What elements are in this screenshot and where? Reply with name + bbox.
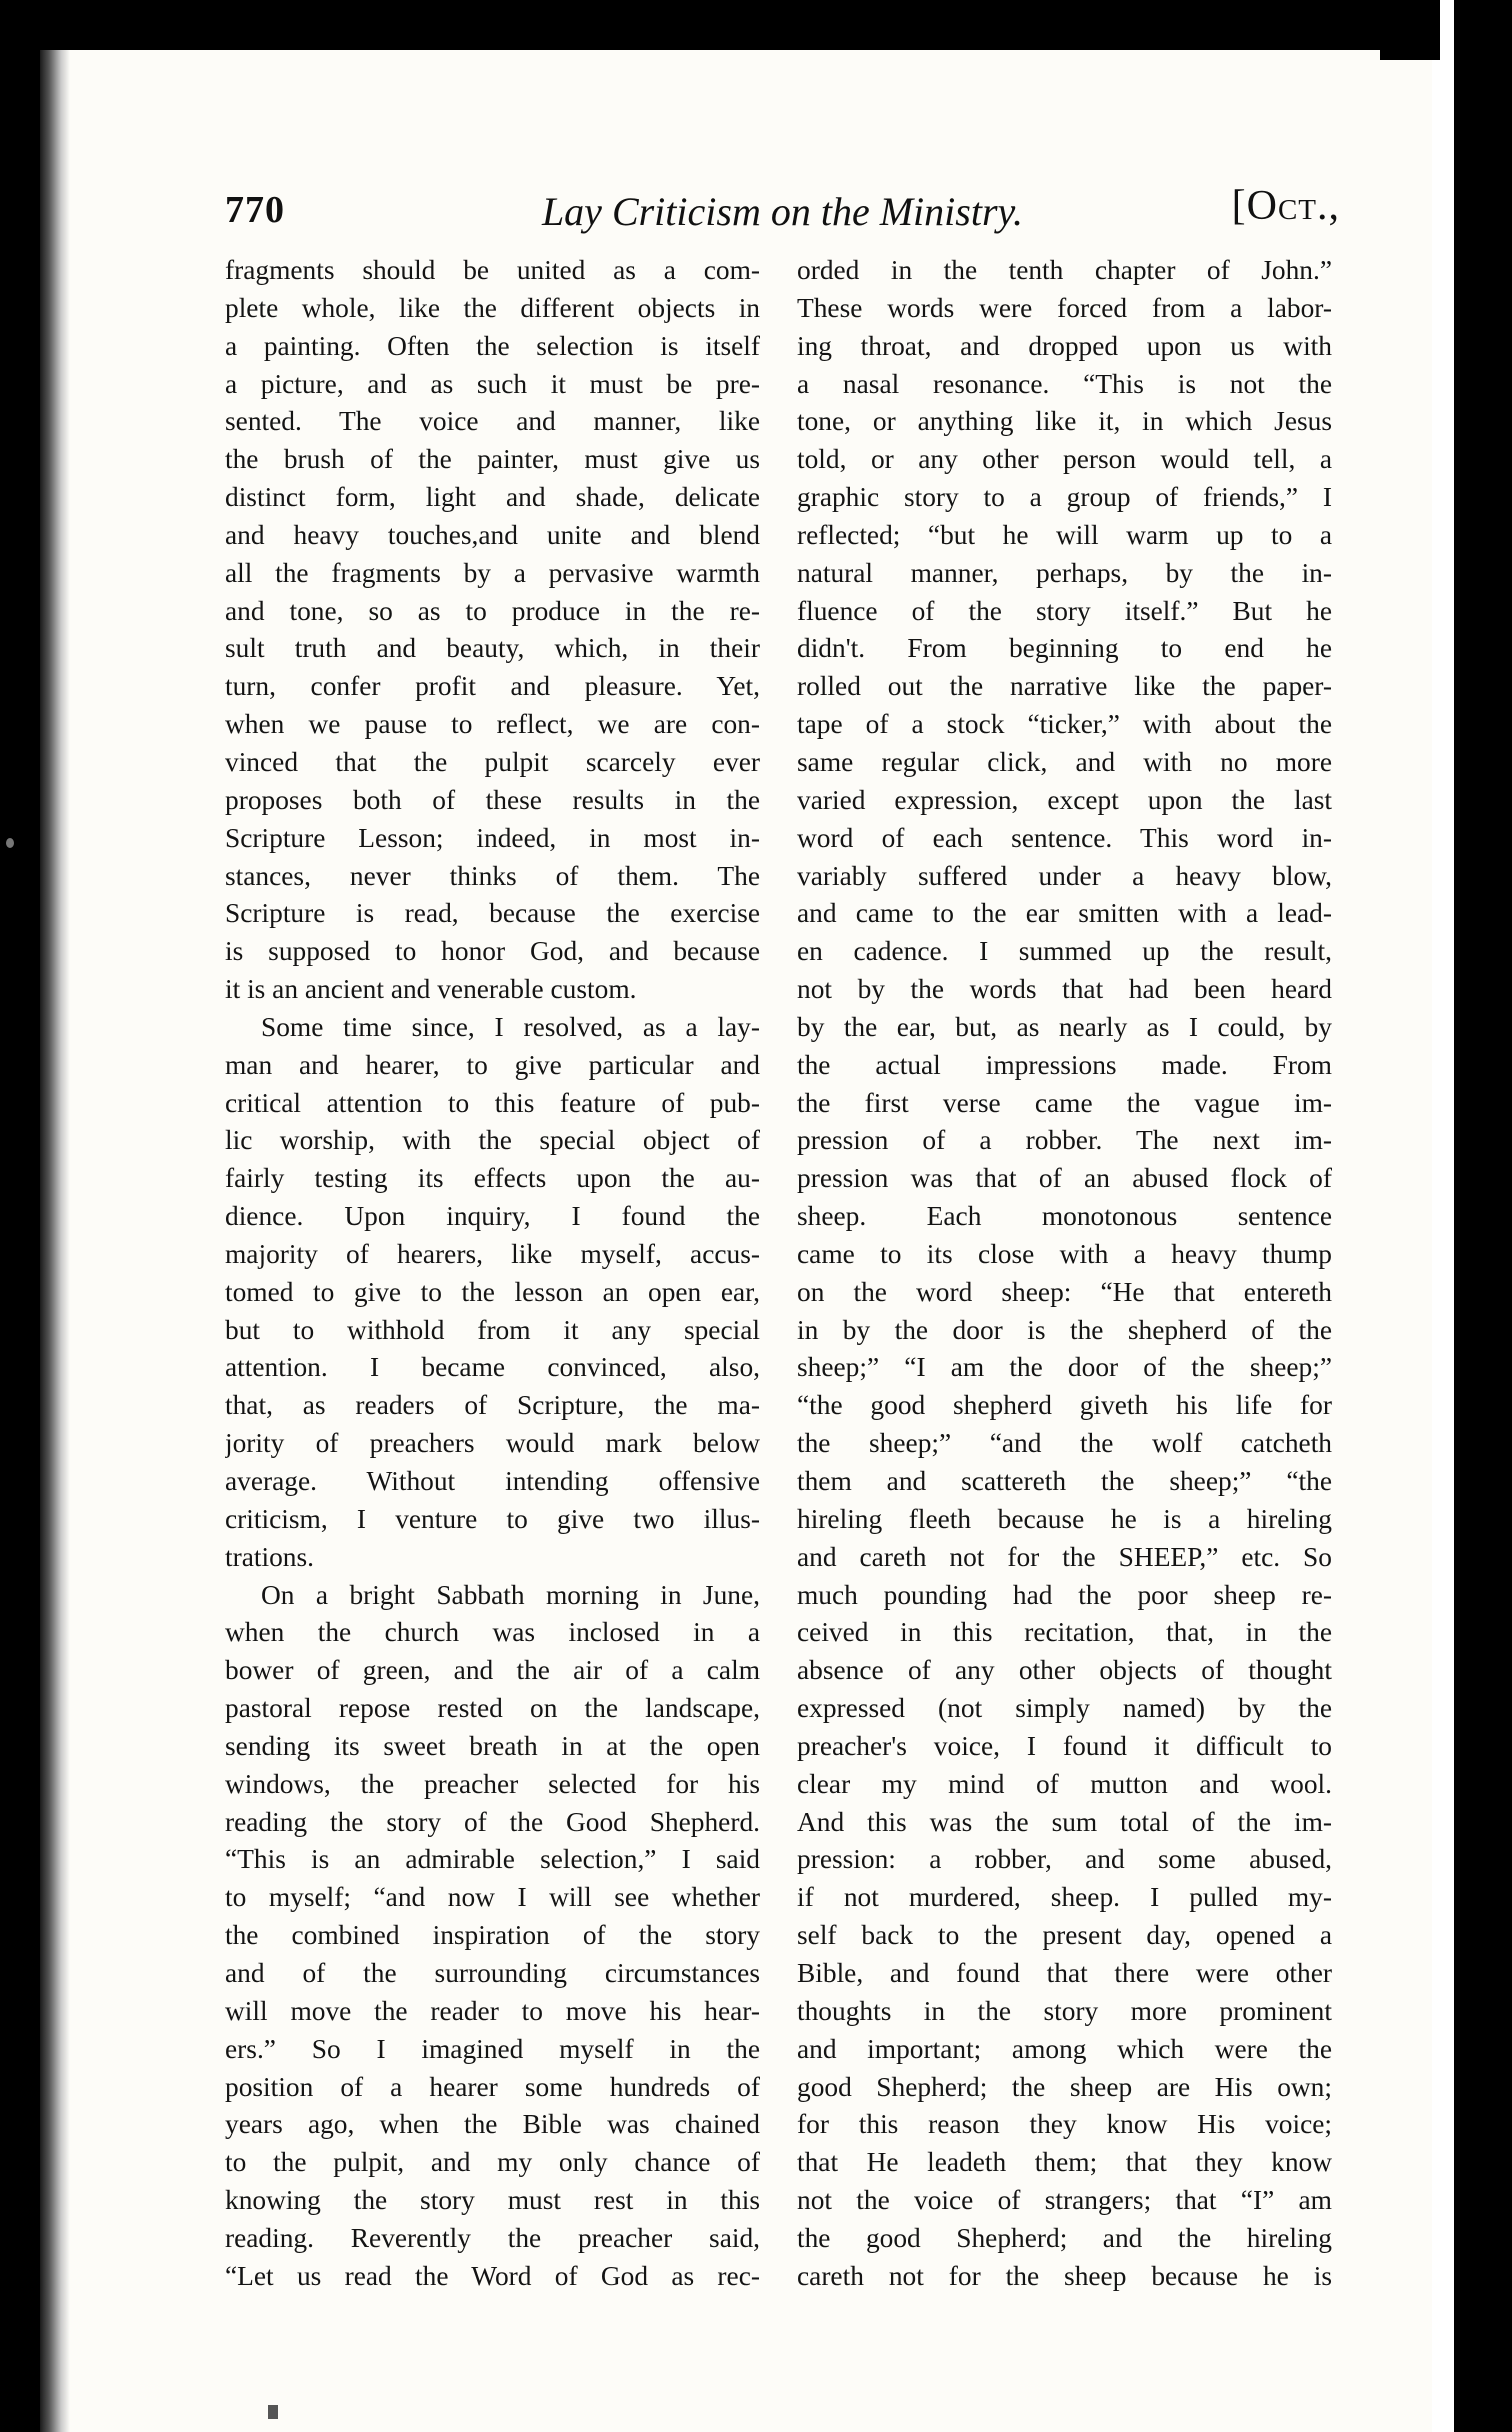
- text-line: fragments should be united as a com-: [225, 255, 760, 285]
- text-line: is supposed to honor God, and because: [225, 936, 760, 967]
- text-line: pression of a robber. The next im-: [797, 1125, 1332, 1156]
- text-line: much pounding had the poor sheep re-: [797, 1579, 1332, 1610]
- text-line: when we pause to reflect, we are con-: [225, 709, 760, 740]
- text-line: didn't. From beginning to end he: [797, 633, 1332, 664]
- text-line: variably suffered under a heavy blow,: [797, 860, 1332, 891]
- text-line: pastoral repose rested on the landscape,: [225, 1693, 760, 1724]
- text-line: Scripture is read, because the exercise: [225, 898, 760, 929]
- text-line: and tone, so as to produce in the re-: [225, 595, 760, 626]
- text-line: the combined inspiration of the story: [225, 1920, 760, 1951]
- text-line: majority of hearers, like myself, accus-: [225, 1238, 760, 1269]
- text-line: pression: a robber, and some abused,: [797, 1844, 1332, 1875]
- text-line: tape of a stock “ticker,” with about the: [797, 709, 1332, 740]
- text-line: when the church was inclosed in a: [225, 1617, 760, 1648]
- text-line: average. Without intending offensive: [225, 1466, 760, 1496]
- text-line: to myself; “and now I will see whether: [225, 1882, 760, 1913]
- text-line: a picture, and as such it must be pre-: [225, 368, 760, 399]
- text-line: Bible, and found that there were other: [797, 1957, 1332, 1988]
- text-line: not the voice of strangers; that “I” am: [797, 2185, 1332, 2216]
- text-line: sending its sweet breath in at the open: [225, 1730, 760, 1761]
- text-line: told, or any other person would tell, a: [797, 444, 1332, 475]
- text-line: stances, never thinks of them. The: [225, 860, 760, 891]
- running-title: Lay Criticism on the Ministry.: [541, 189, 1024, 234]
- text-line: good Shepherd; the sheep are His own;: [797, 2071, 1332, 2102]
- text-line: lic worship, with the special object of: [225, 1125, 760, 1156]
- text-line: in by the door is the shepherd of the: [797, 1314, 1332, 1345]
- text-line: ers.” So I imagined myself in the: [225, 2033, 760, 2064]
- text-line: proposes both of these results in the: [225, 784, 760, 815]
- text-line: hireling fleeth because he is a hireling: [797, 1503, 1332, 1534]
- page-gutter-shadow: [40, 50, 70, 2432]
- text-line: word of each sentence. This word in-: [797, 822, 1332, 853]
- text-line: Scripture Lesson; indeed, in most in-: [225, 822, 760, 853]
- scan-background-right: [1454, 55, 1512, 2432]
- text-line: knowing the story must rest in this: [225, 2185, 760, 2216]
- text-line: rolled out the narrative like the paper-: [797, 671, 1332, 702]
- text-line: position of a hearer some hundreds of: [225, 2071, 760, 2102]
- text-line: bower of green, and the air of a calm: [225, 1655, 760, 1686]
- margin-mark: [6, 838, 14, 848]
- text-line: man and hearer, to give particular and: [225, 1049, 760, 1080]
- text-line: same regular click, and with no more: [797, 746, 1332, 777]
- text-line: a painting. Often the selection is itself: [225, 330, 760, 361]
- text-line: and important; among which were the: [797, 2033, 1332, 2064]
- text-line: but to withhold from it any special: [225, 1314, 760, 1345]
- page-number: 770: [225, 189, 285, 231]
- text-line: by the ear, but, as nearly as I could, by: [797, 1011, 1332, 1042]
- text-line: jority of preachers would mark below: [225, 1428, 760, 1459]
- text-line: expressed (not simply named) by the: [797, 1693, 1332, 1724]
- left-text-column: [225, 252, 760, 2291]
- text-line: ceived in this recitation, that, in the: [797, 1617, 1332, 1648]
- text-line: fluence of the story itself.” But he: [797, 595, 1332, 626]
- text-line: fairly testing its effects upon the au-: [225, 1163, 760, 1194]
- text-line: and came to the ear smitten with a lead-: [797, 898, 1332, 929]
- text-line: a nasal resonance. “This is not the: [797, 368, 1332, 399]
- text-line: en cadence. I summed up the result,: [797, 936, 1332, 967]
- scan-background-top: [1380, 0, 1440, 60]
- text-line: sheep. Each monotonous sentence: [797, 1201, 1332, 1232]
- running-date: [Oct.,: [1231, 183, 1340, 229]
- text-line: came to its close with a heavy thump: [797, 1238, 1332, 1269]
- text-line: years ago, when the Bible was chained: [225, 2109, 760, 2140]
- text-line: On a bright Sabbath morning in June,: [261, 1579, 760, 1610]
- text-line: the good Shepherd; and the hireling: [797, 2222, 1332, 2253]
- text-line: and of the surrounding circumstances: [225, 1957, 760, 1988]
- text-line: varied expression, except upon the last: [797, 784, 1332, 815]
- text-line: vinced that the pulpit scarcely ever: [225, 746, 760, 777]
- text-line: critical attention to this feature of pub-: [225, 1087, 760, 1118]
- text-line: graphic story to a group of friends,” I: [797, 482, 1332, 513]
- text-line: the first verse came the vague im-: [797, 1087, 1332, 1118]
- scan-speck: [268, 2405, 278, 2419]
- text-line: sented. The voice and manner, like: [225, 406, 760, 437]
- text-line: Some time since, I resolved, as a lay-: [261, 1011, 760, 1042]
- text-line: and careth not for the SHEEP,” etc. So: [797, 1541, 1332, 1572]
- text-line: reflected; “but he will warm up to a: [797, 519, 1332, 550]
- text-line: tone, or anything like it, in which Jesus: [797, 406, 1332, 437]
- text-line: all the fragments by a pervasive warmth: [225, 557, 760, 588]
- text-line: the sheep;” “and the wolf catcheth: [797, 1428, 1332, 1459]
- text-line: ing throat, and dropped upon us with: [797, 330, 1332, 361]
- text-line: preacher's voice, I found it difficult to: [797, 1730, 1332, 1761]
- text-line: clear my mind of mutton and wool.: [797, 1768, 1332, 1799]
- text-line: dience. Upon inquiry, I found the: [225, 1201, 760, 1232]
- text-line: And this was the sum total of the im-: [797, 1806, 1332, 1837]
- text-line: them and scattereth the sheep;” “the: [797, 1466, 1332, 1496]
- text-line: that, as readers of Scripture, the ma-: [225, 1390, 760, 1421]
- text-line: attention. I became convinced, also,: [225, 1352, 760, 1383]
- text-line: turn, confer profit and pleasure. Yet,: [225, 671, 760, 702]
- text-line: reading. Reverently the preacher said,: [225, 2222, 760, 2253]
- text-line: will move the reader to move his hear-: [225, 1995, 760, 2026]
- text-line: the actual impressions made. From: [797, 1049, 1332, 1080]
- text-line: sult truth and beauty, which, in their: [225, 633, 760, 664]
- text-line: on the word sheep: “He that entereth: [797, 1276, 1332, 1307]
- text-line: thoughts in the story more prominent: [797, 1995, 1332, 2026]
- text-line: that He leadeth them; that they know: [797, 2147, 1332, 2178]
- text-line: “This is an admirable selection,” I said: [225, 1844, 760, 1875]
- text-line: and heavy touches,and unite and blend: [225, 519, 760, 550]
- text-line: it is an ancient and venerable custom.: [225, 974, 637, 1005]
- text-line: tomed to give to the lesson an open ear,: [225, 1276, 760, 1307]
- text-line: self back to the present day, opened a: [797, 1920, 1332, 1951]
- right-text-column: [797, 252, 1332, 2291]
- text-line: not by the words that had been heard: [797, 974, 1332, 1005]
- text-line: sheep;” “I am the door of the sheep;”: [797, 1352, 1332, 1383]
- text-line: These words were forced from a labor-: [797, 292, 1332, 323]
- text-line: windows, the preacher selected for his: [225, 1768, 760, 1799]
- text-line: natural manner, perhaps, by the in-: [797, 557, 1332, 588]
- text-line: criticism, I venture to give two illus-: [225, 1503, 760, 1534]
- text-line: “the good shepherd giveth his life for: [797, 1390, 1332, 1421]
- text-line: distinct form, light and shade, delicate: [225, 482, 760, 513]
- text-line: reading the story of the Good Shepherd.: [225, 1806, 760, 1837]
- text-line: for this reason they know His voice;: [797, 2109, 1332, 2140]
- text-line: absence of any other objects of thought: [797, 1655, 1332, 1686]
- text-line: plete whole, like the different objects in: [225, 292, 760, 323]
- text-line: orded in the tenth chapter of John.”: [797, 255, 1332, 285]
- text-line: if not murdered, sheep. I pulled my-: [797, 1882, 1332, 1913]
- running-header: [225, 183, 1340, 238]
- page-edge-strip: [1432, 0, 1454, 2432]
- text-line: trations.: [225, 1541, 315, 1572]
- text-line: careth not for the sheep because he is: [797, 2260, 1332, 2291]
- text-line: to the pulpit, and my only chance of: [225, 2147, 760, 2178]
- text-line: “Let us read the Word of God as rec-: [225, 2260, 760, 2291]
- text-line: the brush of the painter, must give us: [225, 444, 760, 475]
- text-line: pression was that of an abused flock of: [797, 1163, 1332, 1194]
